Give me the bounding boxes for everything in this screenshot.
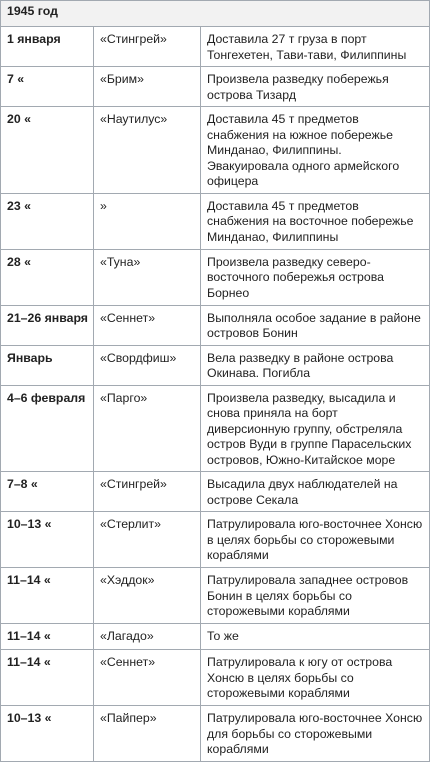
description-cell: Патрулировала западнее островов Бонин в целях борьбы со сторожевыми кораблями <box>201 568 430 624</box>
description-cell: Произвела разведку, высадила и снова приняла на борт диверсионную группу, обстреляла остров Вуди в группе Парасельских островов, Южно-Китайское море <box>201 385 430 472</box>
table-row <box>1 67 430 107</box>
date-cell: 7–8 « <box>1 472 94 512</box>
description-cell: Патрулировала юго-восточнее Хонсю в целях борьбы со сторожевыми кораблями <box>201 512 430 568</box>
year-header: 1945 год <box>1 1 430 27</box>
table-row <box>1 385 430 472</box>
description-cell: Произвела разведку северо-восточного побережья острова Борнео <box>201 249 430 305</box>
boat-cell: «Сеннет» <box>94 650 201 706</box>
description-cell: То же <box>201 624 430 650</box>
boat-cell: «Парго» <box>94 385 201 472</box>
table-row <box>1 706 430 762</box>
description-cell: Доставила 45 т предметов снабжения на восточное побережье Минданао, Филиппины <box>201 193 430 249</box>
boat-cell: » <box>94 193 201 249</box>
boat-cell: «Стингрей» <box>94 472 201 512</box>
boat-cell: «Брим» <box>94 67 201 107</box>
date-cell: 23 « <box>1 193 94 249</box>
description-cell: Доставила 45 т предметов снабжения на южное побережье Минданао, Филиппины. Эвакуировала одного армейского офицера <box>201 107 430 194</box>
date-cell: 4–6 февраля <box>1 385 94 472</box>
date-cell: 10–13 « <box>1 706 94 762</box>
date-cell: 11–14 « <box>1 624 94 650</box>
description-cell: Произвела разведку побережья острова Тизард <box>201 67 430 107</box>
table-row <box>1 472 430 512</box>
date-cell: 10–13 « <box>1 512 94 568</box>
boat-cell: «Хэддок» <box>94 568 201 624</box>
boat-cell: «Лагадо» <box>94 624 201 650</box>
boat-cell: «Стингрей» <box>94 27 201 67</box>
boat-cell: «Наутилус» <box>94 107 201 194</box>
date-cell: 1 января <box>1 27 94 67</box>
date-cell: 20 « <box>1 107 94 194</box>
description-cell: Патрулировала юго-восточнее Хонсю для борьбы со сторожевыми кораблями <box>201 706 430 762</box>
date-cell: 28 « <box>1 249 94 305</box>
table-row <box>1 107 430 194</box>
boat-cell: «Туна» <box>94 249 201 305</box>
description-cell: Высадила двух наблюдателей на острове Секала <box>201 472 430 512</box>
table-row <box>1 650 430 706</box>
description-cell: Выполняла особое задание в районе островов Бонин <box>201 305 430 345</box>
table-row <box>1 249 430 305</box>
table-row <box>1 27 430 67</box>
table-row <box>1 193 430 249</box>
year-header-row <box>1 1 430 27</box>
description-cell: Патрулировала к югу от острова Хонсю в целях борьбы со сторожевыми кораблями <box>201 650 430 706</box>
boat-cell: «Стерлит» <box>94 512 201 568</box>
table-row <box>1 345 430 385</box>
boat-cell: «Свордфиш» <box>94 345 201 385</box>
table-row <box>1 305 430 345</box>
date-cell: 21–26 января <box>1 305 94 345</box>
table-row <box>1 624 430 650</box>
date-cell: 7 « <box>1 67 94 107</box>
description-cell: Вела разведку в районе острова Окинава. Погибла <box>201 345 430 385</box>
date-cell: 11–14 « <box>1 650 94 706</box>
boat-cell: «Сеннет» <box>94 305 201 345</box>
table-row <box>1 512 430 568</box>
date-cell: Январь <box>1 345 94 385</box>
date-cell: 11–14 « <box>1 568 94 624</box>
description-cell: Доставила 27 т груза в порт Тонгехетен, Тави-тави, Филиппины <box>201 27 430 67</box>
table-row <box>1 568 430 624</box>
boat-cell: «Пайпер» <box>94 706 201 762</box>
